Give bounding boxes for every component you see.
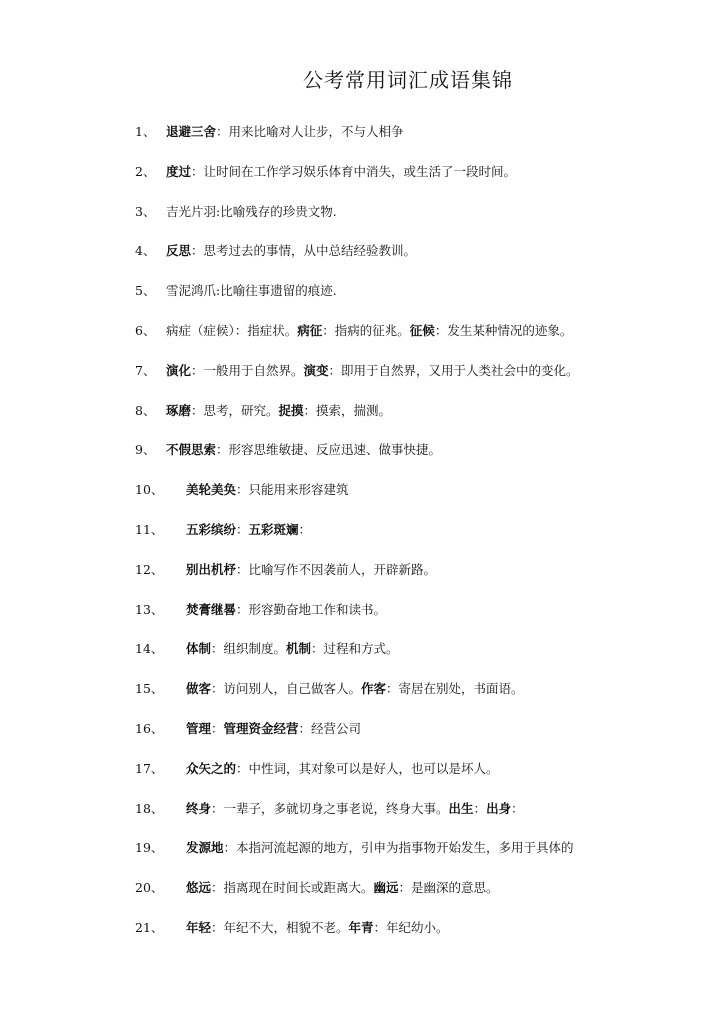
definition: ：形容勤奋地工作和读书。 [236,601,387,617]
term: 终身 [186,800,212,816]
term: 反思 [166,243,192,259]
item-number: 19、 [135,840,164,856]
item-text [166,319,572,343]
term: 出生 [448,800,474,816]
term: 众矢之的 [186,760,237,776]
item-text [166,438,441,462]
list-item [0,797,720,821]
term: 幽远 [373,880,399,896]
item-text [186,677,524,701]
item-number: 8、 [135,402,156,418]
list-item [0,836,720,860]
definition: ：即用于自然界，又用于人类社会中的变化。 [328,362,579,378]
list-item [0,279,720,303]
term: 捉摸 [278,402,304,418]
term: 度过 [166,163,192,179]
definition: ：一般用于自然界。 [191,362,304,378]
list-item [0,478,720,502]
definition: ：过程和方式。 [311,641,399,657]
definition: 病症（症候）：指症状。 [166,323,298,338]
item-number: 5、 [135,283,156,299]
definition: ：只能用来形容建筑 [236,482,349,498]
term: 管理资金经营 [223,721,299,736]
definition: ： [473,800,487,816]
term: 五彩斑斓 [248,522,299,537]
definition: ：是幽深的意思。 [398,880,499,896]
item-text [186,518,311,542]
item-text [186,558,436,582]
term: 美轮美奂 [186,482,237,498]
item-text [166,279,337,303]
definition: ：指离现在时间长或距离大。 [211,880,374,896]
term: 演化 [166,362,192,378]
list-item [0,876,720,900]
term: 五彩缤纷 [186,522,237,537]
item-text [186,836,574,860]
item-text [166,359,579,383]
definition: ：用来比喻对人让步，不与人相争 [216,124,404,139]
definition: ：一辈子，多就切身之事老说，终身大事。 [211,800,449,816]
list-item [0,200,720,224]
page-title: 公考常用词汇成语集锦 [303,68,513,92]
definition: 雪泥鸿爪:比喻往事遗留的痕迹. [166,283,337,299]
term: 悠远 [186,880,212,896]
term: 琢磨 [166,402,192,418]
list-item [0,120,720,144]
definition: ：发生某种情况的迹象。 [434,323,573,338]
term: 体制 [186,641,212,657]
definition: ：年纪幼小。 [373,920,449,935]
item-number: 7、 [135,362,156,378]
list-item [0,518,720,542]
term: 年轻 [186,920,212,935]
list-item [0,637,720,661]
term: 年青 [348,920,374,935]
list-item [0,598,720,622]
term: 不假思索 [166,442,217,458]
list-item [0,359,720,383]
definition: ：寄居在别处，书面语。 [386,681,524,697]
definition: ： [298,522,312,537]
item-number: 15、 [135,681,164,697]
definition: ：访问别人，自己做客人。 [211,681,362,697]
term: 病征 [297,323,323,338]
item-number: 9、 [135,442,156,458]
item-text [186,717,361,741]
list-item [0,757,720,781]
term: 退避三舍 [166,124,217,139]
item-text [166,239,416,263]
term: 机制 [286,641,312,657]
item-number: 3、 [135,203,156,219]
list-item [0,677,720,701]
item-number: 2、 [135,163,156,179]
definition: 吉光片羽:比喻残存的珍贵文物. [166,203,337,219]
term: 演变 [303,362,329,378]
term: 发源地 [186,840,224,856]
definition: ：思考过去的事情，从中总结经验教训。 [191,243,417,259]
term: 作客 [361,681,387,697]
item-number: 10、 [135,482,164,498]
definition: ：指病的征兆。 [322,323,410,338]
item-text [166,399,391,423]
definition: ：年纪不大，相貌不老。 [211,920,349,935]
definition: ：思考，研究。 [191,402,279,418]
item-number: 13、 [135,601,164,617]
item-number: 17、 [135,760,164,776]
definition: ： [236,522,249,537]
item-text [166,200,337,224]
item-text [186,757,499,781]
list-item [0,916,720,940]
item-text [166,160,516,184]
item-number: 4、 [135,243,156,259]
definition: ：让时间在工作学习娱乐体育中消失，或生活了一段时间。 [191,163,517,179]
item-number: 16、 [135,721,164,736]
item-text [186,637,399,661]
list-item [0,319,720,343]
item-number: 14、 [135,641,164,657]
item-number: 20、 [135,880,164,896]
item-number: 18、 [135,800,164,816]
item-number: 21、 [135,920,164,935]
definition: ： [211,721,224,736]
item-number: 1、 [135,124,156,139]
list-item [0,438,720,462]
item-number: 12、 [135,561,164,577]
item-text [186,876,499,900]
term: 焚膏继晷 [186,601,237,617]
definition: ：中性词，其对象可以是好人，也可以是坏人。 [236,760,499,776]
definition: ：形容思维敏捷、反应迅速、做事快捷。 [216,442,442,458]
item-number: 11、 [135,522,164,537]
item-text [186,797,524,821]
list-item [0,717,720,741]
definition: ：摸索，揣测。 [303,402,392,418]
term: 别出机杼 [186,561,237,577]
list-item [0,399,720,423]
definition: ：本指河流起源的地方，引申为指事物开始发生，多用于具体的 [223,840,574,856]
term: 征候 [409,323,435,338]
term: 管理 [186,721,212,736]
list-item [0,558,720,582]
term: 出身 [486,800,512,816]
list-item [0,160,720,184]
list-item [0,239,720,263]
definition: ：组织制度。 [211,641,287,657]
item-text [166,120,404,144]
definition: ：经营公司 [298,721,362,736]
definition: ： [511,800,524,816]
term: 做客 [186,681,212,697]
item-number: 6、 [135,323,156,338]
item-text [186,916,449,940]
definition: ：比喻写作不因袭前人，开辟新路。 [236,561,437,577]
item-text [186,478,349,502]
item-text [186,598,386,622]
